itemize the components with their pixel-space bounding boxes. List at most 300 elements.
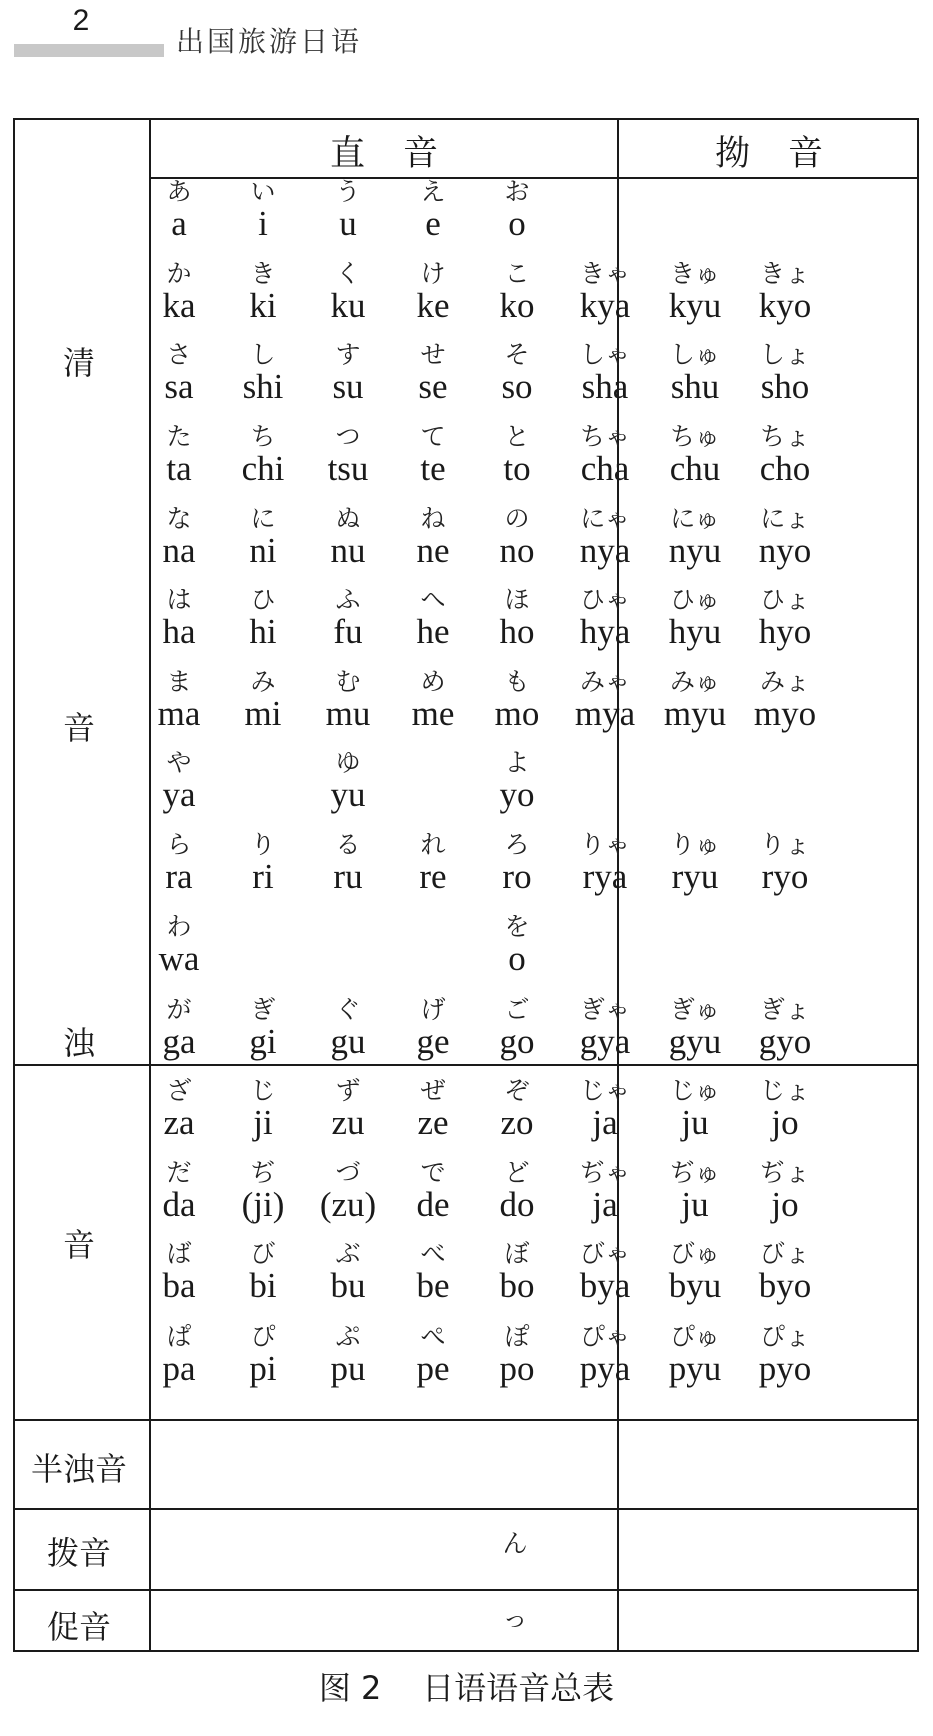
kana: ぴゅ [669,1322,720,1351]
romaji: a [171,204,187,243]
romaji: hi [249,612,277,651]
romaji: sho [760,367,810,406]
kana: ちゃ [579,422,630,451]
romaji: myo [753,694,817,733]
kana: す [335,340,361,369]
kana: だ [166,1158,192,1187]
kana: に [250,504,276,533]
kana: る [335,830,361,859]
kana: ぴ [250,1322,276,1351]
direct-cell [214,1240,312,1304]
kana: じゃ [579,1076,630,1105]
kana: ふ [335,585,361,614]
direct-cell [468,996,566,1060]
kana: しょ [759,340,810,369]
romaji: ja [592,1103,618,1142]
direct-cell [214,178,312,242]
sokuon-kana: っ [502,1604,528,1633]
hatsuon-kana: ん [502,1529,528,1558]
kana: りょ [759,830,810,859]
romaji: no [499,531,535,570]
romaji: nya [579,531,631,570]
kana: ぴょ [759,1322,810,1351]
kana: ちょ [759,422,810,451]
direct-cell [214,505,312,569]
kana: せ [420,340,446,369]
kana: にゅ [670,504,720,533]
romaji: byo [758,1266,812,1305]
kana: を [504,912,530,941]
yoon-cell [556,1077,654,1141]
kana: げ [420,995,446,1024]
yoon-cell [556,260,654,324]
direct-cell [468,1323,566,1387]
direct-cell [214,1077,312,1141]
yoon-cell [556,505,654,569]
romaji: mu [325,694,371,733]
yoon-cell [646,1159,744,1223]
romaji: gyo [758,1022,812,1061]
romaji: ta [166,449,192,488]
kana: ば [166,1239,192,1268]
romaji: ya [162,775,196,814]
romaji: pya [579,1349,631,1388]
direct-cell [468,1159,566,1223]
kana: ね [420,504,446,533]
yoon-cell [556,1323,654,1387]
kana: びゅ [669,1239,720,1268]
yoon-cell [556,1159,654,1223]
romaji: byu [668,1266,722,1305]
romaji: na [162,531,196,570]
direct-cell [299,1077,397,1141]
romaji: ne [416,531,450,570]
romaji: cha [580,449,630,488]
group-label-char: 音 [62,709,95,747]
romaji: da [162,1185,196,1224]
kana: り [250,830,276,859]
romaji: shi [242,367,284,406]
kana: づ [335,1158,361,1187]
romaji: zo [500,1103,534,1142]
romaji: myu [663,694,727,733]
direct-cell [299,1323,397,1387]
romaji: ko [499,286,535,325]
direct-cell [468,668,566,732]
kana: ろ [504,830,530,859]
romaji: i [258,204,268,243]
kana: ぎょ [759,995,810,1024]
kana: ぎゃ [579,995,630,1024]
kana: ぷ [335,1322,361,1351]
kana: りゅ [669,830,720,859]
kana: あ [166,177,192,206]
romaji: ha [162,612,196,651]
direct-cell [214,996,312,1060]
kana: じょ [759,1076,810,1105]
romaji: ra [165,857,193,896]
kana: さ [166,340,192,369]
direct-cell [299,341,397,405]
romaji: sa [164,367,194,406]
kana: や [166,748,192,777]
kana: にょ [760,504,810,533]
kana: な [166,504,192,533]
yoon-cell [556,1240,654,1304]
romaji: gu [330,1022,366,1061]
romaji: bo [499,1266,535,1305]
yoon-cell [736,996,834,1060]
kana: ひ [250,585,276,614]
kana: みょ [759,667,810,696]
kana: ちゅ [669,422,720,451]
yoon-cell [646,831,744,895]
kana: わ [166,912,192,941]
romaji: ki [249,286,277,325]
kana: ぢ [250,1158,276,1187]
romaji: gyu [668,1022,722,1061]
romaji: bi [249,1266,277,1305]
yoon-cell [736,341,834,405]
kana: は [166,585,192,614]
kana: て [420,422,446,451]
direct-cell [299,586,397,650]
romaji: o [508,939,526,978]
romaji: he [416,612,450,651]
kana: つ [335,422,361,451]
romaji: pyu [668,1349,722,1388]
romaji: shu [670,367,720,406]
romaji: u [339,204,357,243]
direct-cell [214,1159,312,1223]
kana: へ [420,585,446,614]
romaji: bu [330,1266,366,1305]
romaji: o [508,204,526,243]
kana: ひゅ [669,585,720,614]
header-direct: 直音 [329,134,476,174]
romaji: gya [579,1022,631,1061]
kana: お [504,177,530,206]
romaji: zu [331,1103,365,1142]
group-label-handakuon: 半浊音 [30,1450,127,1488]
direct-cell [214,341,312,405]
romaji: mo [494,694,540,733]
figure-title: 日语语音总表 [422,1669,615,1707]
kana: み [250,667,276,696]
direct-cell [299,996,397,1060]
romaji: te [420,449,446,488]
kana: ほ [504,585,530,614]
kana: にゃ [580,504,630,533]
yoon-cell [646,505,744,569]
romaji: ho [499,612,535,651]
kana: きゅ [669,259,720,288]
kana: け [420,259,446,288]
romaji: ja [592,1185,618,1224]
romaji: nu [330,531,366,570]
yoon-cell [556,423,654,487]
table-border [917,118,919,1652]
kana: ど [504,1158,530,1187]
yoon-cell [646,341,744,405]
romaji: do [499,1185,535,1224]
romaji: to [503,449,531,488]
direct-cell [214,1323,312,1387]
romaji: ryu [671,857,719,896]
romaji: ro [502,857,532,896]
romaji: ru [333,857,363,896]
romaji: pyo [758,1349,812,1388]
kana: ぎゅ [669,995,720,1024]
kana: ぐ [335,995,361,1024]
kana: こ [504,259,530,288]
romaji: de [416,1185,450,1224]
romaji: se [418,367,448,406]
kana: ま [166,667,192,696]
romaji: re [419,857,447,896]
kana: く [335,259,361,288]
romaji: jo [771,1185,799,1224]
kana: みゃ [579,667,630,696]
direct-cell [468,586,566,650]
kana: じゅ [669,1076,720,1105]
kana: き [250,259,276,288]
romaji: pi [249,1349,277,1388]
kana: た [166,422,192,451]
romaji: ni [249,531,277,570]
romaji: nyo [758,531,812,570]
kana: ぜ [420,1076,446,1105]
kana: ゆ [335,748,361,777]
kana: ら [166,830,192,859]
kana: ぴゃ [579,1322,630,1351]
romaji: nyu [668,531,722,570]
romaji: ji [253,1103,273,1142]
romaji: rya [582,857,628,896]
romaji: wa [158,939,200,978]
kana: ぱ [166,1322,192,1351]
kana: う [335,177,361,206]
kana: きょ [759,259,810,288]
romaji: cho [759,449,811,488]
romaji: go [499,1022,535,1061]
dakuon-divider [13,1419,919,1421]
romaji: gi [249,1022,277,1061]
kana: れ [420,830,446,859]
yoon-cell [646,1240,744,1304]
direct-cell [299,178,397,242]
romaji: kyo [758,286,812,325]
kana: ご [504,995,530,1024]
kana: みゅ [669,667,720,696]
romaji: hya [579,612,631,651]
kana: ぽ [504,1322,530,1351]
romaji: ba [162,1266,196,1305]
group-label-hatsuon: 拨音 [46,1534,111,1572]
kana: りゃ [579,830,630,859]
kana: べ [420,1239,446,1268]
direct-cell [130,913,228,977]
kana: と [504,422,530,451]
romaji: ri [252,857,274,896]
handakuon-divider [13,1508,919,1510]
group-label-char: 清 [62,344,95,382]
kana: びょ [759,1239,810,1268]
kana: ぺ [420,1322,446,1351]
yoon-cell [646,668,744,732]
romaji: fu [333,612,363,651]
kana: ぼ [504,1239,530,1268]
kana: びゃ [579,1239,630,1268]
figure-number: 图 2 [318,1669,382,1707]
romaji: kya [579,286,631,325]
kana: きゃ [579,259,630,288]
romaji: ka [162,286,196,325]
direct-cell [214,586,312,650]
kana: ぢょ [759,1158,810,1187]
yoon-cell [646,423,744,487]
romaji: ju [681,1103,709,1142]
page-number: 2 [72,4,90,37]
romaji: hyu [668,612,722,651]
yoon-cell [736,1159,834,1223]
romaji: ju [681,1185,709,1224]
seion-divider [13,1064,919,1066]
romaji: ku [330,286,366,325]
romaji: (zu) [319,1185,377,1224]
kana: ぶ [335,1239,361,1268]
romaji: su [332,367,364,406]
kana: ひゃ [579,585,630,614]
romaji: mya [574,694,636,733]
yoon-cell [736,1240,834,1304]
romaji: be [416,1266,450,1305]
kana: しゅ [669,340,720,369]
romaji: bya [579,1266,631,1305]
yoon-cell [646,1077,744,1141]
romaji: chu [669,449,721,488]
romaji: ga [162,1022,196,1061]
direct-cell [299,423,397,487]
romaji: ge [416,1022,450,1061]
direct-cell [299,1240,397,1304]
book-title: 出国旅游日语 [176,25,363,58]
romaji: me [411,694,455,733]
romaji: jo [771,1103,799,1142]
kana: じ [250,1076,276,1105]
romaji: pe [416,1349,450,1388]
kana: ぞ [504,1076,530,1105]
romaji: kyu [668,286,722,325]
kana: ぬ [335,504,361,533]
kana: め [420,667,446,696]
yoon-cell [736,1323,834,1387]
romaji: so [501,367,533,406]
romaji: ryo [761,857,809,896]
romaji: po [499,1349,535,1388]
kana: ち [250,422,276,451]
romaji: yu [330,775,366,814]
direct-cell [214,831,312,895]
kana: び [250,1239,276,1268]
yoon-cell [736,260,834,324]
hatsuon-divider [13,1589,919,1591]
yoon-cell [736,423,834,487]
romaji: ze [417,1103,449,1142]
direct-cell [468,178,566,242]
direct-cell [299,668,397,732]
yoon-cell [736,831,834,895]
kana: ぢゃ [579,1158,630,1187]
kana: ひょ [759,585,810,614]
kana: ず [335,1076,361,1105]
romaji: sha [581,367,629,406]
header-yoon: 拗音 [714,134,861,174]
direct-cell [468,341,566,405]
kana: しゃ [579,340,630,369]
group-label-char: 浊 [62,1024,95,1062]
romaji: e [425,204,441,243]
kana: で [420,1158,446,1187]
yoon-cell [736,1077,834,1141]
yoon-cell [556,831,654,895]
direct-cell [468,423,566,487]
yoon-cell [556,668,654,732]
romaji: mi [244,694,282,733]
direct-cell [468,749,566,813]
kana: か [166,259,192,288]
direct-cell [214,668,312,732]
direct-cell [468,1077,566,1141]
yoon-cell [556,341,654,405]
kana: ぎ [250,995,276,1024]
kana: ざ [166,1076,192,1105]
yoon-cell [556,996,654,1060]
kana-table [13,118,919,1652]
romaji: yo [499,775,535,814]
direct-cell [468,831,566,895]
direct-cell [130,749,228,813]
romaji: pa [162,1349,196,1388]
direct-cell [214,423,312,487]
direct-cell [214,260,312,324]
page-number-bar [14,44,164,57]
yoon-cell [556,586,654,650]
romaji: pu [330,1349,366,1388]
direct-cell [299,831,397,895]
kana: が [166,995,192,1024]
yoon-cell [646,260,744,324]
yoon-cell [736,586,834,650]
romaji: hyo [758,612,812,651]
kana: の [504,504,530,533]
kana: え [420,177,446,206]
figure-caption [0,1663,933,1709]
yoon-cell [736,668,834,732]
group-label-sokuon: 促音 [46,1608,111,1646]
romaji: tsu [327,449,369,488]
yoon-cell [736,505,834,569]
romaji: ke [416,286,450,325]
kana: む [335,667,361,696]
kana: し [250,340,276,369]
kana: そ [504,340,530,369]
romaji: chi [241,449,285,488]
kana: も [504,667,530,696]
direct-cell [299,260,397,324]
direct-cell [299,749,397,813]
direct-cell [468,913,566,977]
